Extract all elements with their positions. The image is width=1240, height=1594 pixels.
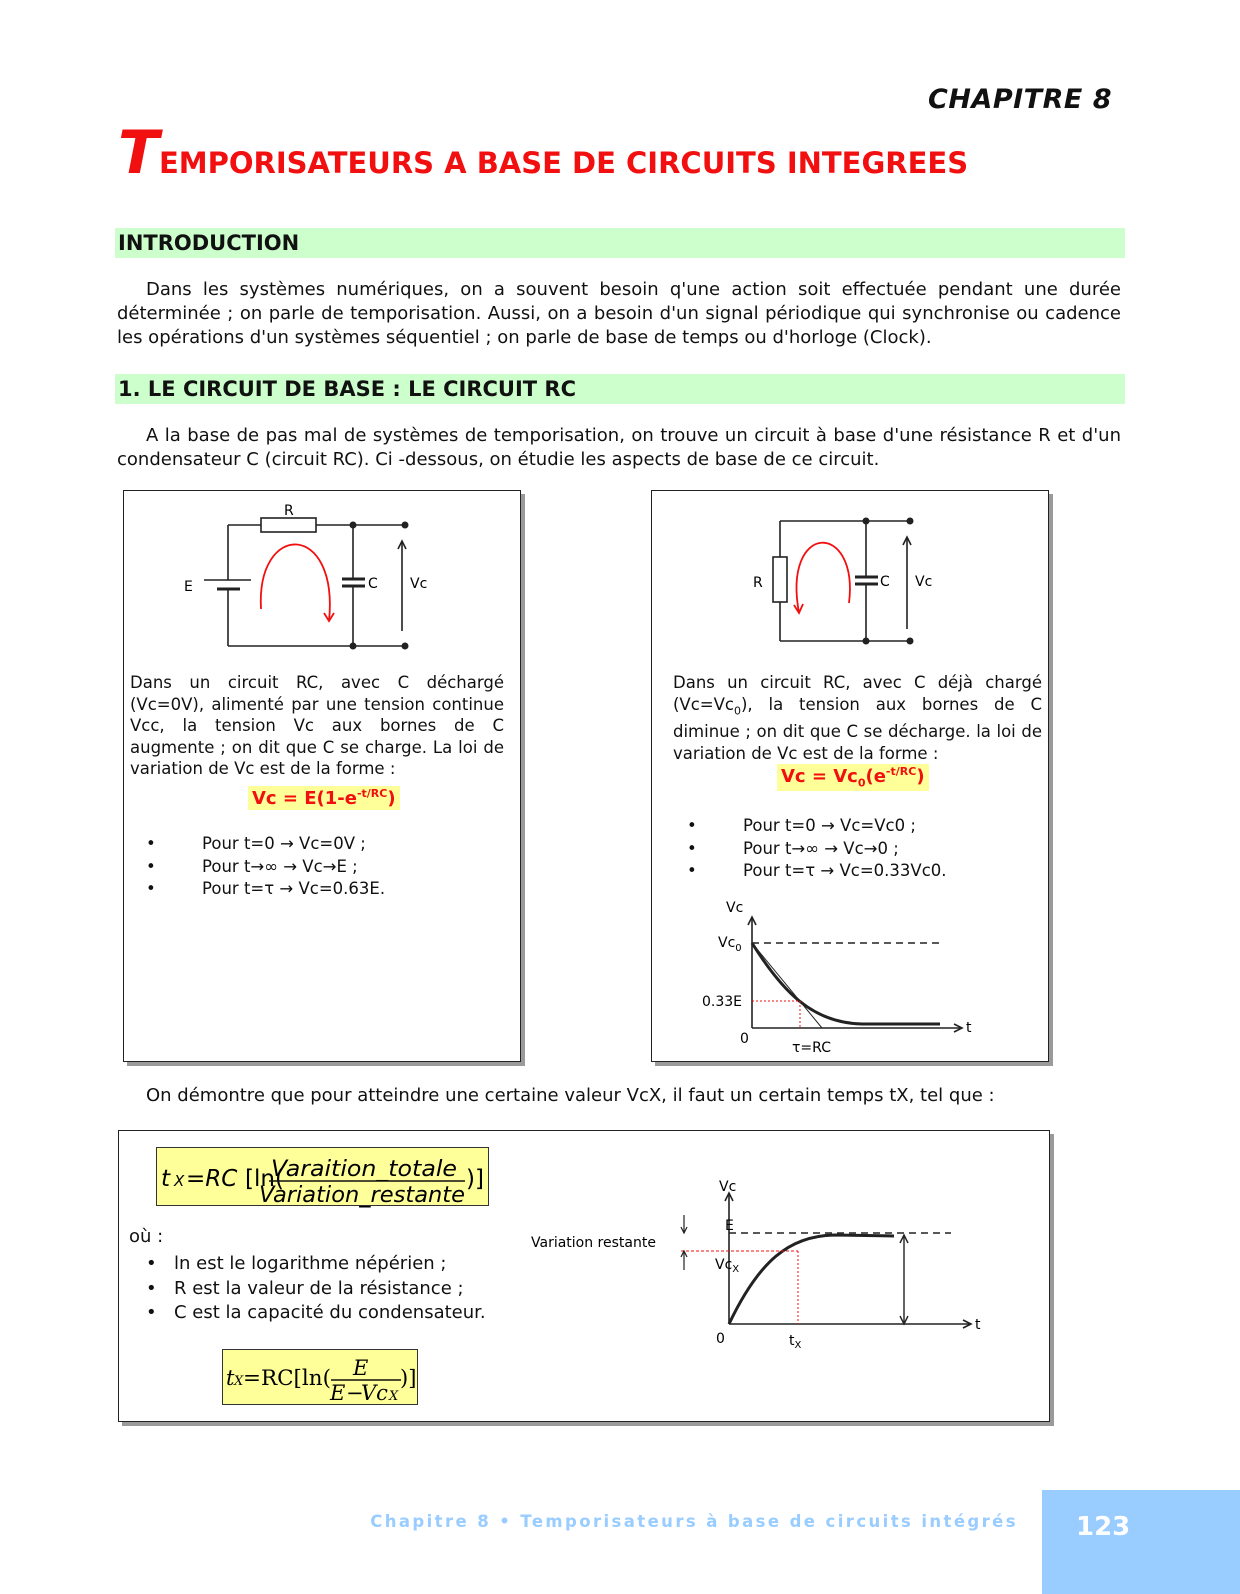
resistor-label: R (284, 503, 294, 519)
page-title (118, 118, 968, 188)
section1-heading: 1. LE CIRCUIT DE BASE : LE CIRCUIT RC (115, 374, 1125, 404)
time-formula-specific (222, 1349, 418, 1405)
capacitor-label: C (880, 574, 890, 590)
time-formula-specific-graphic (223, 1350, 419, 1406)
charge-bullet: • Pour t=0 → Vc=0V ; (144, 833, 385, 856)
discharge-formula-sub: 0 (857, 776, 866, 790)
formula-bullet: • R est la valeur de la résistance ; (144, 1277, 486, 1302)
discharge-graph (652, 891, 1050, 1063)
discharge-formula (777, 764, 929, 791)
graph-origin-label: 0 (716, 1331, 725, 1347)
graph-tx-sub: X (794, 1340, 802, 1351)
graph-e-label: E (725, 1218, 734, 1234)
graph-x-axis-label: t (975, 1317, 981, 1333)
graph-origin-label: 0 (740, 1031, 749, 1047)
section1-text: A la base de pas mal de systèmes de temporisation, on trouve un circuit à base d'une résistance R et d'un condensateur C (circuit RC). Ci -dessous, on étudie les aspects de base de ce circuit. (117, 425, 1121, 470)
page-number: 123 (1076, 1512, 1131, 1542)
discharge-formula-end: ) (916, 766, 925, 787)
f2-t: t (226, 1366, 235, 1390)
f1-close: )] (466, 1166, 484, 1192)
discharge-circuit-diagram (652, 491, 1050, 661)
formula-bullet: • C est la capacité du condensateur. (144, 1301, 486, 1326)
f2-x: X (234, 1374, 244, 1389)
demo-paragraph (117, 1084, 1121, 1108)
graph-tx-label (789, 1333, 802, 1351)
f2-den-vc: Vc (361, 1381, 388, 1405)
graph-level-label: 0.33E (702, 994, 743, 1010)
section1-paragraph (117, 424, 1121, 472)
f2-numerator: E (353, 1356, 369, 1380)
time-formula-general-graphic (157, 1148, 490, 1207)
graph-x-axis-label: t (966, 1020, 972, 1036)
discharge-bullet: • Pour t=τ → Vc=0.33Vc0. (685, 860, 947, 883)
title-initial: T (118, 118, 159, 188)
resistor-label: R (753, 575, 763, 591)
f1-ln: [ln( (245, 1166, 284, 1192)
f2-den-minus: − (346, 1381, 364, 1405)
graph-tx-main: t (789, 1333, 795, 1349)
discharge-description (673, 672, 1042, 764)
discharge-bullet: • Pour t=0 → Vc=Vc0 ; (685, 815, 947, 838)
graph-y-axis-label: Vc (726, 900, 744, 916)
graph-vcx-main: Vc (715, 1257, 733, 1273)
f2-den-e: E (330, 1381, 346, 1405)
charge-formula-end: ) (387, 788, 396, 809)
graph-vc0-label (718, 935, 742, 954)
chapter-label: CHAPITRE 8 (928, 84, 1112, 115)
charge-formula (248, 786, 400, 810)
graph-vc0-sub: 0 (735, 943, 742, 954)
time-formula-general (156, 1147, 489, 1206)
f1-numerator: Varaition_totale (271, 1157, 457, 1182)
f1-x: X (174, 1172, 185, 1190)
page-number-block (1042, 1490, 1240, 1594)
formula-box (118, 1130, 1050, 1422)
demo-text: On démontre que pour atteindre une certaine valeur VcX, il faut un certain temps tX, tel que : (146, 1085, 995, 1106)
where-label: où : (129, 1226, 164, 1247)
charge-bullets (144, 833, 385, 901)
charge-bullet: • Pour t→∞ → Vc→E ; (144, 856, 385, 879)
graph-y-axis-label: Vc (719, 1179, 737, 1195)
f2-den-x: X (389, 1389, 399, 1404)
charge-description: Dans un circuit RC, avec C déchargé (Vc=0V), alimenté par une tension continue Vcc, la tension Vc aux bornes de C augmente ; on dit que C se charge. La loi de variation de Vc est de la forme : (130, 673, 504, 778)
vc-label: Vc (915, 574, 933, 590)
graph-vcx-label (715, 1257, 739, 1275)
intro-text: Dans les systèmes numériques, on a souvent besoin q'une action soit effectuée pendant une durée déterminée ; on parle de temporisation. Aussi, on a besoin d'un signal périodique qui synchronise ou cadence les opérations d'un systèmes séquentiel ; on parle de base de temps ou d'horloge (Clock). (117, 279, 1121, 348)
discharge-formula-exp: -t/RC (885, 765, 917, 778)
charge-formula-exp: -t/RC (356, 787, 388, 800)
charge-formula-main: Vc = E(1-e (252, 788, 357, 809)
intro-heading: INTRODUCTION (115, 228, 1125, 258)
variation-restante-label: Variation restante (531, 1235, 656, 1251)
discharge-bullet: • Pour t→∞ → Vc→0 ; (685, 838, 947, 861)
graph-tau-label: τ=RC (792, 1040, 831, 1056)
charge-circuit-diagram (124, 491, 522, 661)
discharge-box (651, 490, 1049, 1062)
discharge-formula-paren: (e (865, 766, 886, 787)
charge-bullet: • Pour t=τ → Vc=0.63E. (144, 878, 385, 901)
charge-box (123, 490, 521, 1062)
discharge-bullets (685, 815, 947, 883)
discharge-text-before: Dans un circuit RC, avec C déjà chargé (Vc=Vc (673, 673, 1042, 714)
f1-t: t (161, 1166, 171, 1192)
intro-paragraph (117, 278, 1121, 350)
formula-bullets (144, 1252, 486, 1326)
formula-bullet: • ln est le logarithme népérien ; (144, 1252, 486, 1277)
footer-chapter-text: Chapitre 8 • Temporisateurs à base de circuits intégrés (370, 1512, 1018, 1531)
f2-eq: =RC[ln( (243, 1366, 331, 1390)
discharge-formula-main: Vc = Vc (781, 766, 858, 787)
source-label: E (184, 579, 193, 595)
vc-label: Vc (410, 576, 428, 592)
charge-time-graph (519, 1171, 989, 1361)
f2-close: )] (400, 1366, 417, 1390)
discharge-text-after: ), la tension aux bornes de C diminue ; on dit que C se décharge. la loi de variation de Vc est de la forme : (673, 694, 1042, 763)
f1-denominator: Variation_restante (259, 1183, 465, 1208)
title-rest: EMPORISATEURS A BASE DE CIRCUITS INTEGREES (158, 146, 969, 180)
graph-vcx-sub: X (732, 1264, 740, 1275)
discharge-text-sub: 0 (733, 703, 741, 717)
graph-vc0-main: Vc (718, 935, 736, 951)
f1-eq-rc: =RC (186, 1166, 238, 1192)
capacitor-label: C (368, 576, 378, 592)
